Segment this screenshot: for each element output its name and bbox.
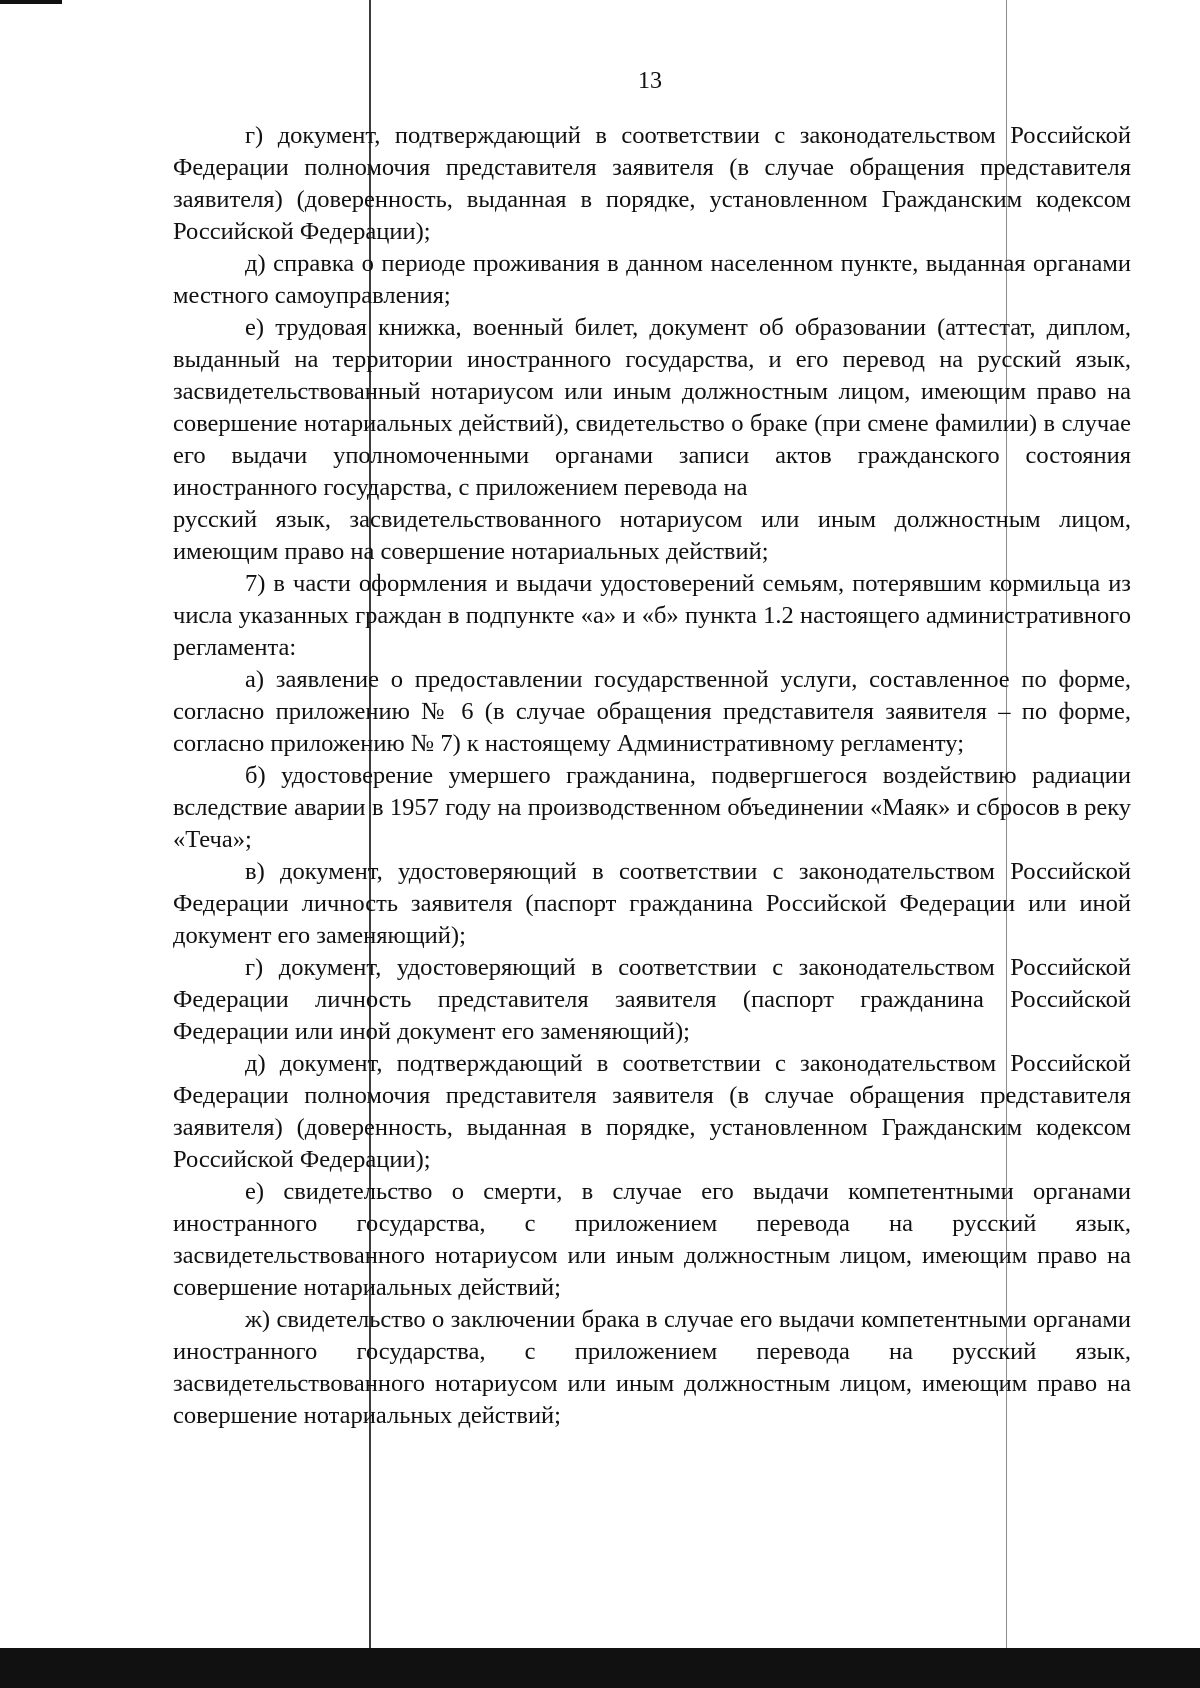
scan-top-mark — [0, 0, 62, 4]
paragraph-a-application: а) заявление о предоставлении государственной услуги, составленное по форме, согласно приложению № 6 (в случае обращения представителя заявителя – по форме, согласно приложению № 7) к настоящему Административному регламенту; — [173, 666, 1131, 757]
paragraph-g-representative-authority: г) документ, подтверждающий в соответствии с законодательством Российской Федерации полномочия представителя заявителя (в случае обращения представителя заявителя) (доверенность, выданная в порядке, установленном Гражданским кодексом Российской Федерации); — [173, 122, 1131, 245]
page-number: 13 — [638, 68, 662, 94]
paragraph-7-family-certificates: 7) в части оформления и выдачи удостоверений семьям, потерявшим кормильца из числа указанных граждан в подпункте «а» и «б» пункта 1.2 настоящего административного регламента: — [173, 570, 1131, 661]
paragraph-e-employment-documents: е) трудовая книжка, военный билет, документ об образовании (аттестат, диплом, выданный на территории иностранного государства, и его перевод на русский язык, засвидетельствованный нотариусом или иным должностным лицом, имеющим право на совершение нотариальных действий), свидетельство о браке (при смене фамилии) в случае его выдачи уполномоченными органами записи актов гражданского состояния иностранного государства, с приложением перевода на — [173, 314, 1131, 501]
paragraph-e-death-certificate: е) свидетельство о смерти, в случае его выдачи компетентными органами иностранного государства, с приложением перевода на русский язык, засвидетельствованного нотариусом или иным должностным лицом, имеющим право на совершение нотариальных действий; — [173, 1178, 1131, 1301]
paragraph-d-representative-authority: д) документ, подтверждающий в соответствии с законодательством Российской Федерации полномочия представителя заявителя (в случае обращения представителя заявителя) (доверенность, выданная в порядке, установленном Гражданским кодексом Российской Федерации); — [173, 1050, 1131, 1173]
paragraph-zh-marriage-certificate: ж) свидетельство о заключении брака в случае его выдачи компетентными органами иностранного государства, с приложением перевода на русский язык, засвидетельствованного нотариусом или иным должностным лицом, имеющим право на совершение нотариальных действий; — [173, 1306, 1131, 1429]
document-body — [173, 120, 1131, 1432]
paragraph-d-residence-certificate: д) справка о периоде проживания в данном населенном пункте, выданная органами местного самоуправления; — [173, 250, 1131, 309]
paragraph-b-deceased-certificate: б) удостоверение умершего гражданина, подвергшегося воздействию радиации вследствие аварии в 1957 году на производственном объединении «Маяк» и сбросов в реку «Теча»; — [173, 762, 1131, 853]
paragraph-e-continuation: русский язык, засвидетельствованного нотариусом или иным должностным лицом, имеющим право на совершение нотариальных действий; — [173, 506, 1131, 565]
paragraph-v-applicant-identity: в) документ, удостоверяющий в соответствии с законодательством Российской Федерации личность заявителя (паспорт гражданина Российской Федерации или иной документ его заменяющий); — [173, 858, 1131, 949]
paragraph-g-representative-identity: г) документ, удостоверяющий в соответствии с законодательством Российской Федерации личность представителя заявителя (паспорт гражданина Российской Федерации или иной документ его заменяющий); — [173, 954, 1131, 1045]
scan-bottom-band — [0, 1648, 1200, 1688]
